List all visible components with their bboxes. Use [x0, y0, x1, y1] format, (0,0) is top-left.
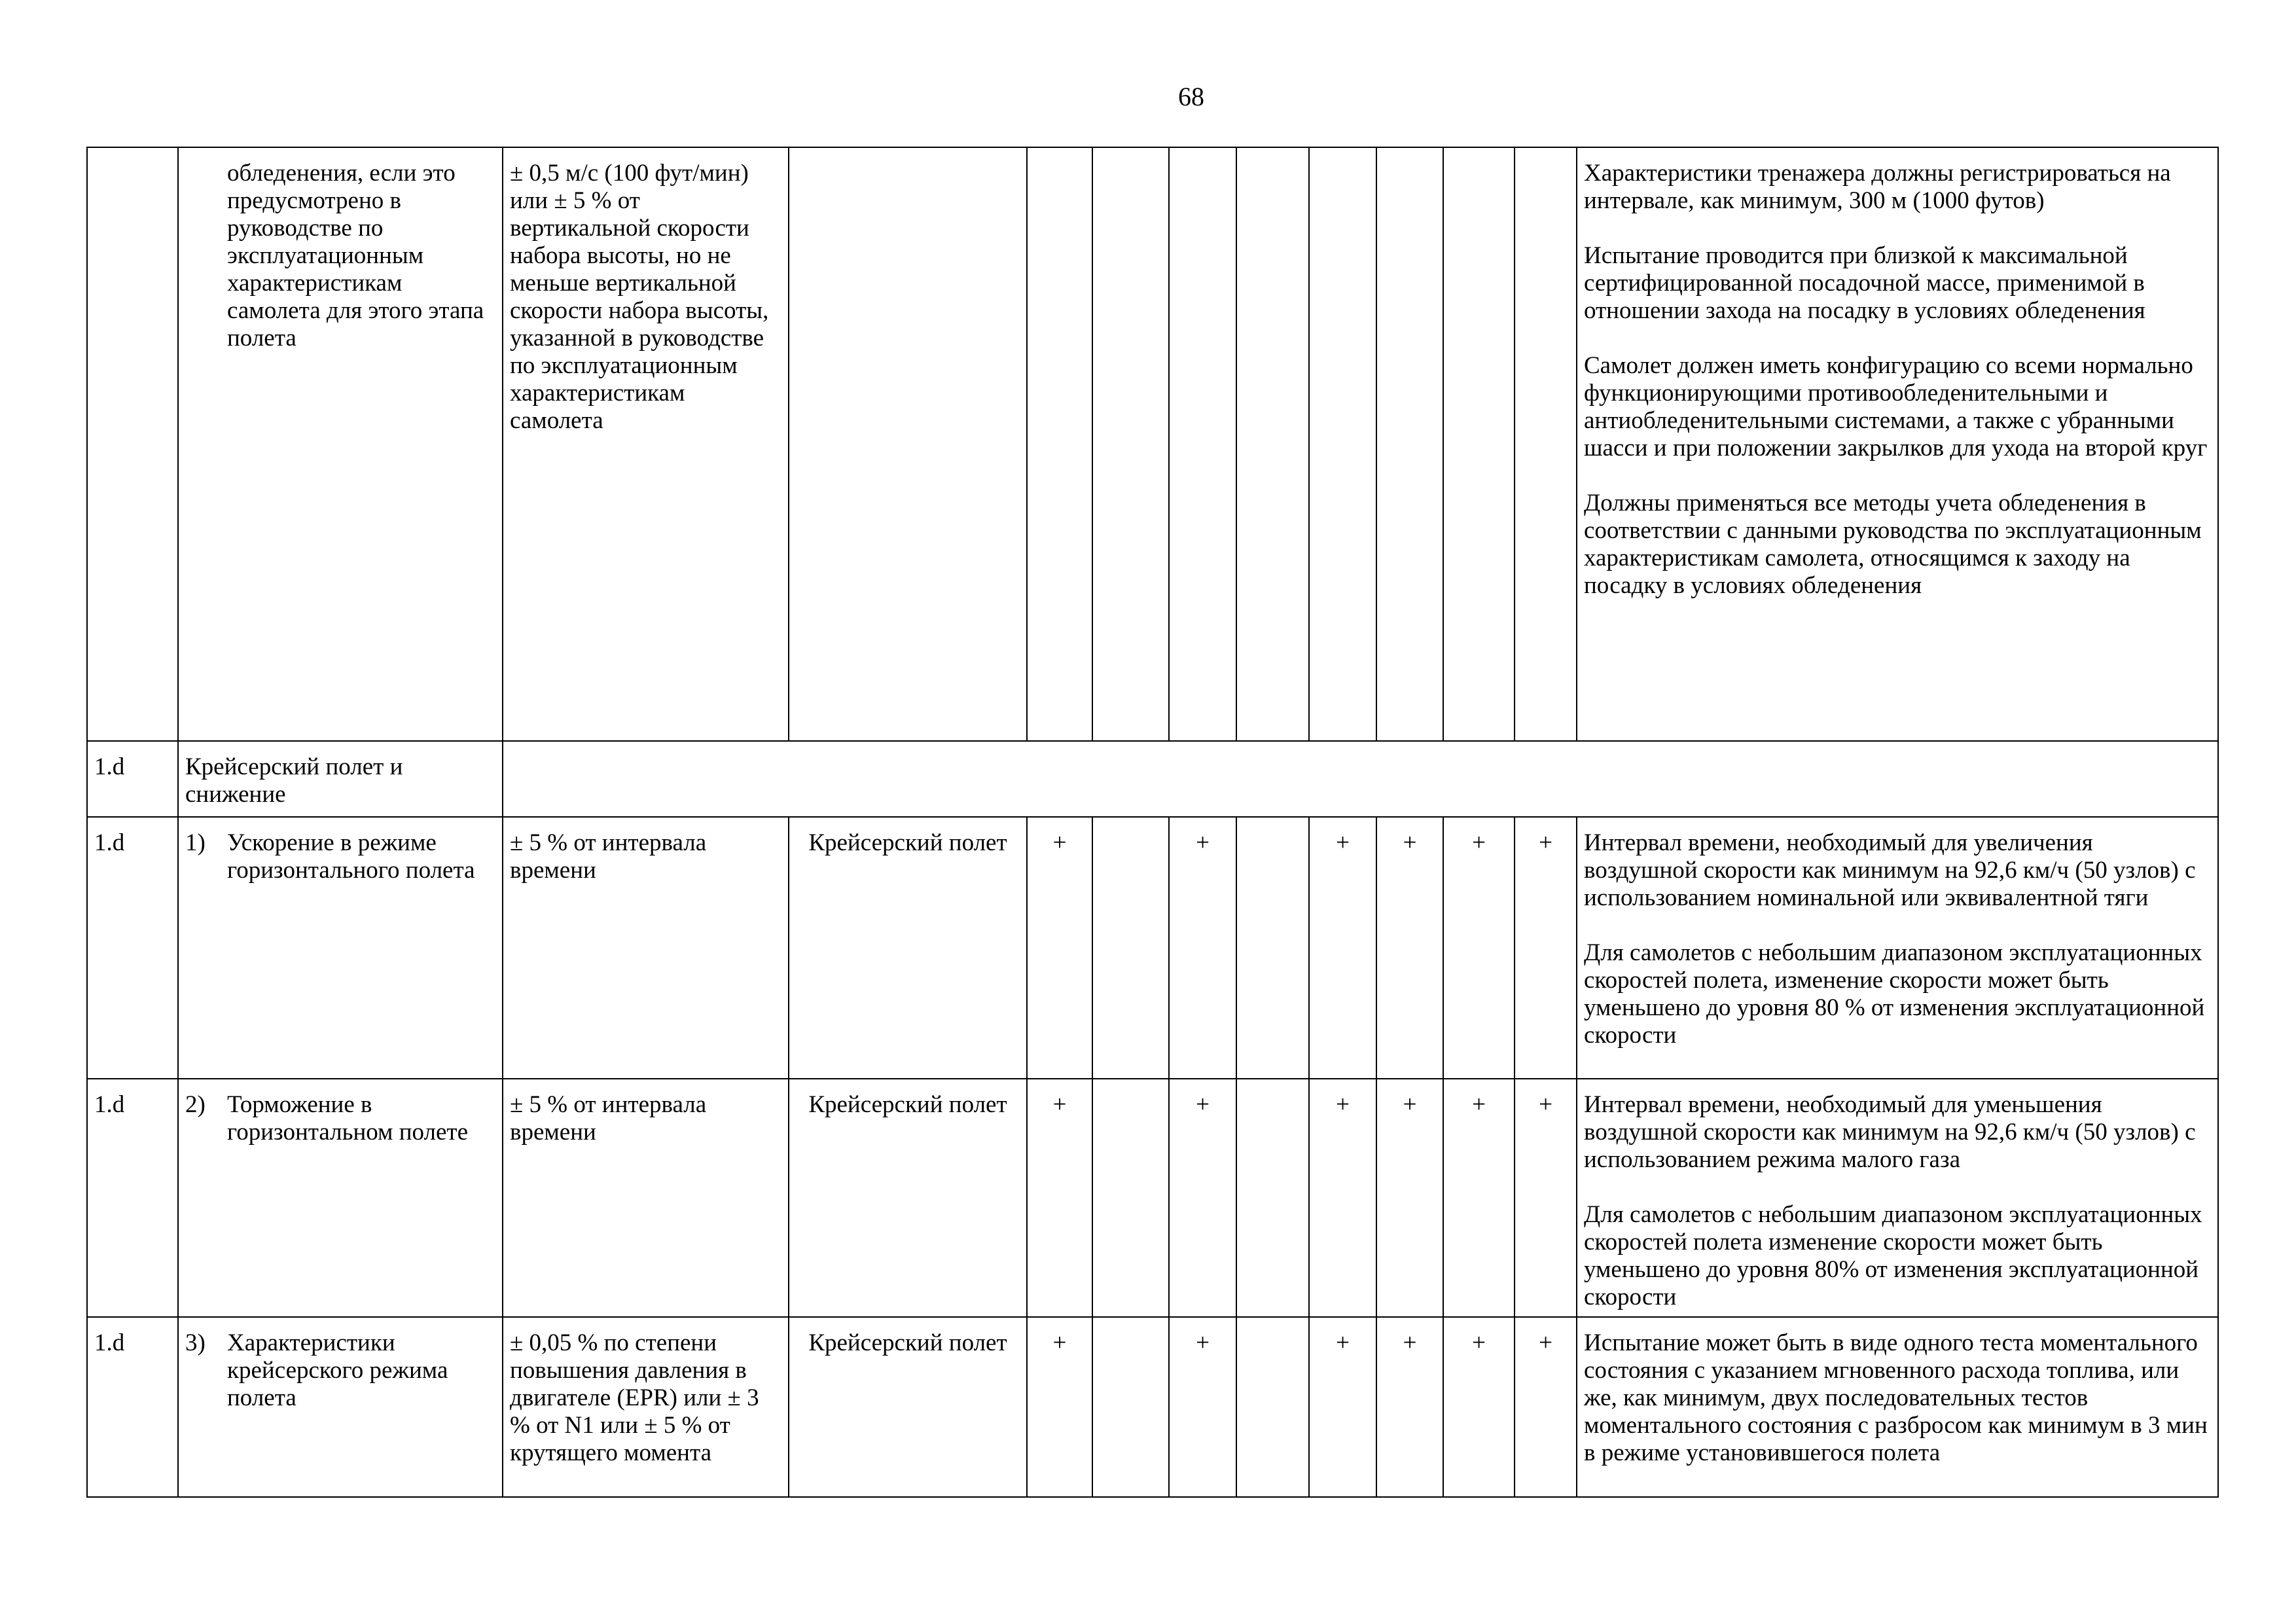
mark-cell: + [1169, 1079, 1236, 1317]
note-paragraph: Испытание может быть в виде одного теста моментального состояния с указанием мгновенного расхода топлива, или же, как минимум, двух последовательных тестов моментального состояния с разбросом как минимум в 3 мин в режиме установившегося полета [1584, 1329, 2208, 1466]
item-number: 1) [185, 829, 206, 856]
mark-cell: + [1309, 1079, 1376, 1317]
section-row [87, 741, 2218, 817]
mark-cell [1027, 147, 1092, 741]
mark-cell: + [1376, 1079, 1443, 1317]
test-name-cell [178, 817, 503, 1079]
item-number: 2) [185, 1091, 206, 1118]
condition-cell: Крейсерский полет [789, 1079, 1027, 1317]
notes-cell [1577, 1079, 2218, 1317]
item-number: 3) [185, 1329, 206, 1356]
mark-cell: + [1027, 1079, 1092, 1317]
condition-cell: Крейсерский полет [789, 1317, 1027, 1497]
note-paragraph: Для самолетов с небольшим диапазоном эксплуатационных скоростей полета, изменение скорости может быть уменьшено до уровня 80 % от изменения эксплуатационной скорости [1584, 939, 2205, 1049]
table-row [87, 1317, 2218, 1497]
mark-cell: + [1027, 1317, 1092, 1497]
note-paragraph: Испытание проводится при близкой к максимальной сертифицированной посадочной массе, применимой в отношении захода на посадку в условиях обледенения [1584, 242, 2145, 324]
mark-cell: + [1515, 1317, 1577, 1497]
mark-cell: + [1169, 817, 1236, 1079]
mark-cell: + [1443, 1317, 1515, 1497]
mark-cell: + [1443, 817, 1515, 1079]
mark-cell: + [1515, 1079, 1577, 1317]
mark-cell [1443, 147, 1515, 741]
mark-cell: + [1169, 1317, 1236, 1497]
mark-cell [1236, 1317, 1309, 1497]
mark-cell [1092, 817, 1169, 1079]
mark-cell [1236, 147, 1309, 741]
test-name-cell [178, 147, 503, 741]
test-name: обледенения, если это предусмотрено в руководстве по эксплуатационным характеристикам самолета для этого этапа полета [227, 160, 484, 352]
test-name-cell [178, 1079, 503, 1317]
mark-cell: + [1309, 1317, 1376, 1497]
row-id: 1.d [87, 1317, 178, 1497]
table-row [87, 1079, 2218, 1317]
table-row [87, 817, 2218, 1079]
mark-cell: + [1515, 817, 1577, 1079]
mark-cell: + [1027, 817, 1092, 1079]
condition-cell [789, 147, 1027, 741]
tolerance-cell: ± 5 % от интервала времени [503, 1079, 789, 1317]
mark-cell: + [1443, 1079, 1515, 1317]
row-id-cell [87, 147, 178, 741]
test-name: Характеристики крейсерского режима полета [227, 1329, 448, 1411]
note-paragraph: Интервал времени, необходимый для уменьшения воздушной скорости как минимум на 92,6 км/ч (50 узлов) с использованием режима малого газа [1584, 1091, 2196, 1173]
notes-cell [1577, 147, 2218, 741]
note-paragraph: Интервал времени, необходимый для увеличения воздушной скорости как минимум на 92,6 км/ч (50 узлов) с использованием номинальной или эквивалентной тяги [1584, 829, 2196, 911]
section-title: Крейсерский полет и снижение [178, 741, 503, 817]
note-paragraph: Характеристики тренажера должны регистрироваться на интервале, как минимум, 300 м (1000 футов) [1584, 160, 2171, 214]
mark-cell [1092, 1079, 1169, 1317]
mark-cell [1236, 817, 1309, 1079]
tolerance-cell: ± 5 % от интервала времени [503, 817, 789, 1079]
mark-cell [1092, 147, 1169, 741]
mark-cell: + [1309, 817, 1376, 1079]
mark-cell [1092, 1317, 1169, 1497]
notes-cell [1577, 817, 2218, 1079]
mark-cell: + [1376, 817, 1443, 1079]
test-name: Ускорение в режиме горизонтального полета [227, 829, 475, 884]
section-empty-cell [503, 741, 2218, 817]
tolerance-cell: ± 0,5 м/с (100 фут/мин) или ± 5 % от вертикальной скорости набора высоты, но не меньше вертикальной скорости набора высоты, указанной в руководстве по эксплуатационным характеристикам самолета [503, 147, 789, 741]
mark-cell [1309, 147, 1376, 741]
mark-cell [1169, 147, 1236, 741]
note-paragraph: Должны применяться все методы учета обледенения в соответствии с данными руководства по эксплуатационным характеристикам самолета, относящимся к заходу на посадку в условиях обледенения [1584, 490, 2202, 599]
test-requirements-table [86, 147, 2219, 1498]
mark-cell: + [1376, 1317, 1443, 1497]
condition-cell: Крейсерский полет [789, 817, 1027, 1079]
mark-cell [1376, 147, 1443, 741]
notes-cell [1577, 1317, 2218, 1497]
row-id: 1.d [87, 1079, 178, 1317]
test-name: Торможение в горизонтальном полете [227, 1091, 469, 1146]
test-name-cell [178, 1317, 503, 1497]
tolerance-cell: ± 0,05 % по степени повышения давления в двигателе (EPR) или ± 3 % от N1 или ± 5 % от крутящего момента [503, 1317, 789, 1497]
mark-cell [1515, 147, 1577, 741]
table-row [87, 147, 2218, 741]
note-paragraph: Для самолетов с небольшим диапазоном эксплуатационных скоростей полета изменение скорости может быть уменьшено до уровня 80% от изменения эксплуатационной скорости [1584, 1201, 2202, 1310]
row-id: 1.d [87, 817, 178, 1079]
note-paragraph: Самолет должен иметь конфигурацию со всеми нормально функционирующими противообледенительными и антиобледенительными системами, а также с убранными шасси и при положении закрылков для ухода на второй круг [1584, 352, 2208, 461]
mark-cell [1236, 1079, 1309, 1317]
page-number: 68 [1178, 82, 1204, 111]
row-id: 1.d [87, 741, 178, 817]
